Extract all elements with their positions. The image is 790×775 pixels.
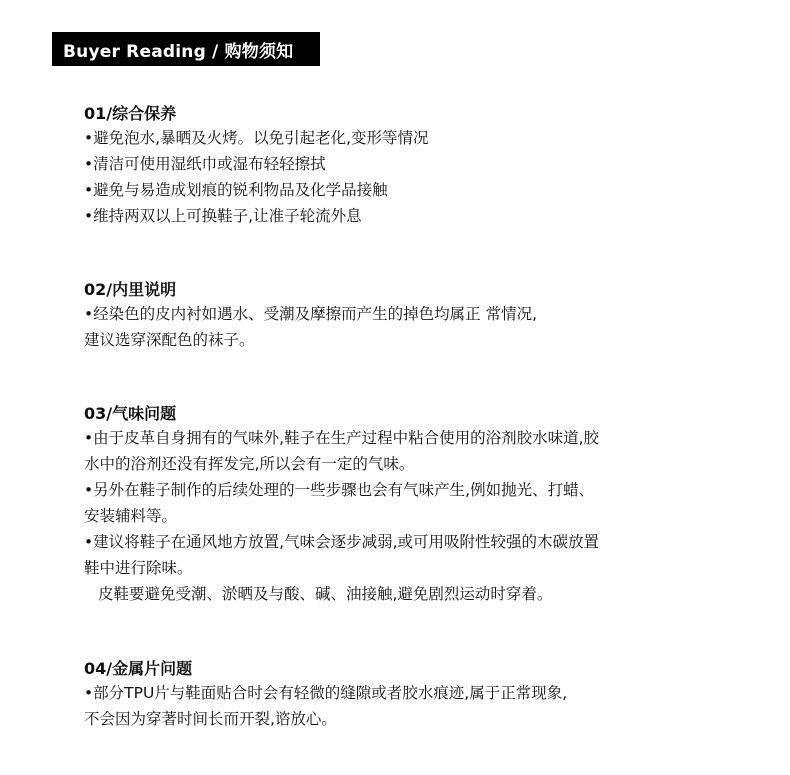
list-item: •维持两双以上可换鞋子,让准子轮流外息 <box>84 207 362 225</box>
list-item: 建议选穿深配色的袜子。 <box>84 331 255 349</box>
section-title: 01/综合保养 <box>84 104 177 123</box>
list-item: •避免泡水,暴晒及火烤。以免引起老化,变形等情况 <box>84 129 429 147</box>
section-general-care <box>84 103 724 229</box>
list-item: 皮鞋要避免受潮、淤晒及与酸、碱、油接触,避免剧烈运动时穿着。 <box>98 585 553 603</box>
list-item: •清洁可使用湿纸巾或湿布轻轻擦拭 <box>84 155 326 173</box>
list-item: 不会因为穿著时间长而开裂,谘放心。 <box>84 710 337 728</box>
list-item: 安装辅料等。 <box>84 507 178 525</box>
section-title: 03/气味问题 <box>84 404 177 423</box>
page-title: Buyer Reading / 购物须知 <box>63 41 294 62</box>
section-metal-piece-issues <box>84 658 724 732</box>
section-odor-issues <box>84 403 724 607</box>
list-item: •另外在鞋子制作的后续处理的一些步骤也会有气味产生,例如抛光、打蜡、 <box>84 481 595 499</box>
list-item: 水中的浴剂还没有挥发完,所以会有一定的气味。 <box>84 455 415 473</box>
list-item: •避免与易造成划痕的锐利物品及化学品接触 <box>84 181 388 199</box>
list-item: 鞋中进行除味。 <box>84 559 193 577</box>
list-item: •经染色的皮内衬如遇水、受潮及摩擦而产生的掉色均属正 常情况, <box>84 305 537 323</box>
list-item: •由于皮革自身拥有的气味外,鞋子在生产过程中粘合使用的浴剂胶水味道,胶 <box>84 429 599 447</box>
section-title: 04/金属片问题 <box>84 659 193 678</box>
list-item: •建议将鞋子在通风地方放置,气味会逐步减弱,或可用吸附性较强的木碳放置 <box>84 533 599 551</box>
list-item: •部分TPU片与鞋面贴合时会有轻微的缝隙或者胶水痕迹,属于正常现象, <box>84 684 568 702</box>
section-lining-notes <box>84 279 724 353</box>
section-title: 02/内里说明 <box>84 280 177 299</box>
page-title-banner <box>52 32 320 66</box>
